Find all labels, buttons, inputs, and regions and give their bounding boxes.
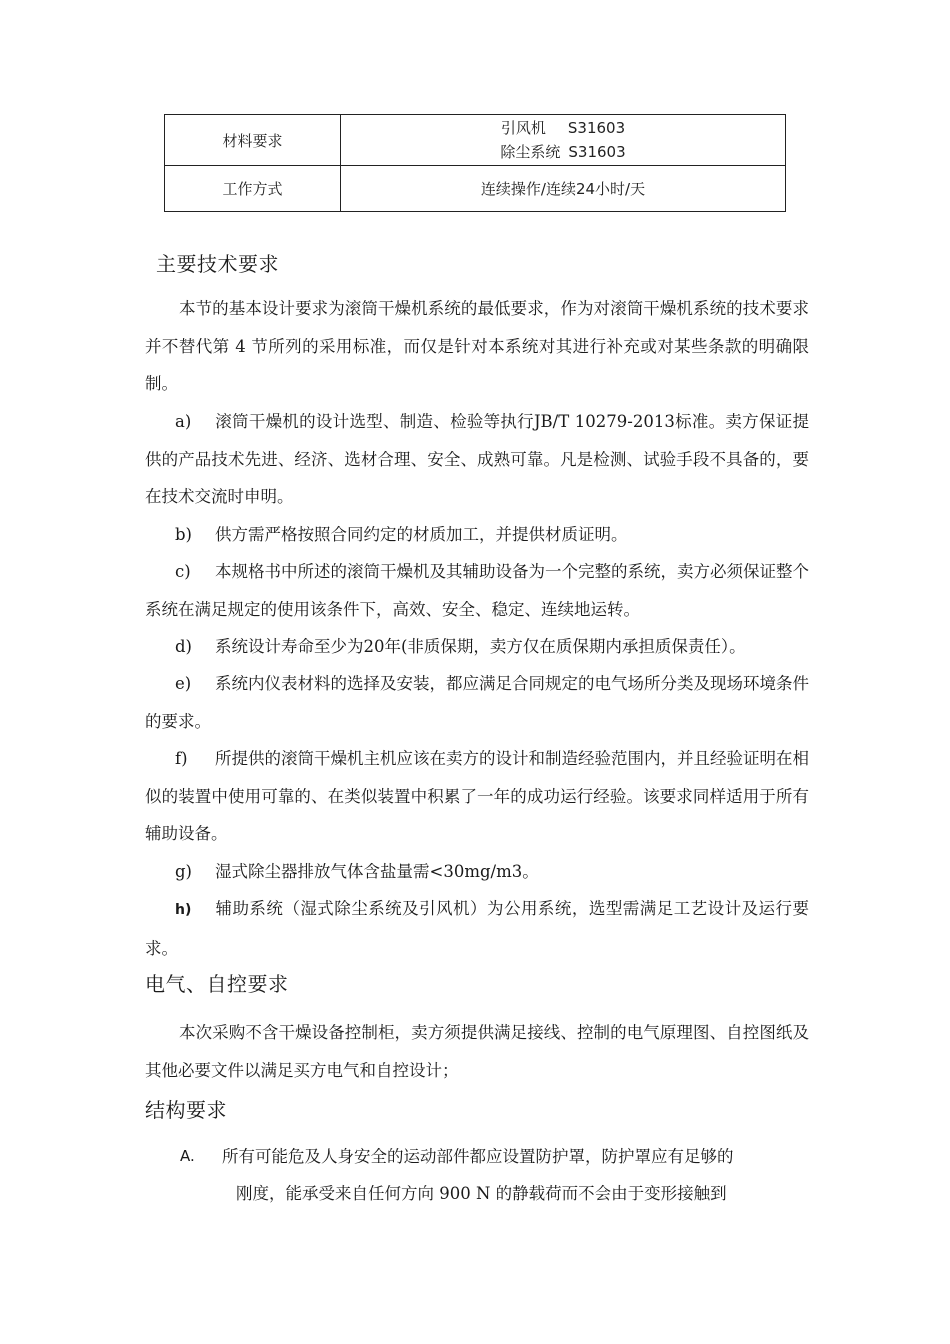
item-text: 湿式除尘器排放气体含盐量需<30mg/m3。	[215, 862, 539, 881]
list-item-e	[145, 665, 809, 740]
item-label: e)	[175, 674, 192, 693]
section-title-structure: 结构要求	[145, 1098, 227, 1122]
section-title-main-tech: 主要技术要求	[156, 252, 279, 276]
item-text-line1: 所有可能危及人身安全的运动部件都应设置防护罩，防护罩应有足够的	[222, 1147, 734, 1166]
item-label: f)	[175, 749, 188, 768]
item-text-line2: 刚度，能承受来自任何方向 900 N 的静载荷而不会由于变形接触到	[236, 1184, 727, 1203]
table-key-operation: 工作方式	[165, 166, 341, 212]
material-code: S31603	[568, 143, 626, 161]
material-name: 除尘系统	[500, 143, 561, 161]
item-text: 系统内仪表材料的选择及安装，都应满足合同规定的电气场所分类及现场环境条件的要求。	[145, 674, 809, 731]
spec-table	[164, 114, 786, 212]
list-item-a	[145, 403, 809, 516]
table-row	[165, 115, 786, 166]
item-text: 所提供的滚筒干燥机主机应该在卖方的设计和制造经验范围内，并且经验证明在相似的装置中使用可靠的、在类似装置中积累了一年的成功运行经验。该要求同样适用于所有辅助设备。	[145, 749, 809, 843]
item-text: 滚筒干燥机的设计选型、制造、检验等执行JB/T 10279-2013标准。卖方保证提供的产品技术先进、经济、选材合理、安全、成熟可靠。凡是检测、试验手段不具备的，要在技术交流时申明。	[145, 412, 809, 506]
list-item-h	[145, 890, 809, 967]
item-label: d)	[175, 637, 192, 656]
intro-paragraph: 本节的基本设计要求为滚筒干燥机系统的最低要求，作为对滚筒干燥机系统的技术要求并不替代第 4 节所列的采用标准，而仅是针对本系统对其进行补充或对某些条款的明确限制。	[145, 299, 809, 393]
item-label: A.	[180, 1147, 195, 1165]
electrical-paragraph: 本次采购不含干燥设备控制柜，卖方须提供满足接线、控制的电气原理图、自控图纸及其他必要文件以满足买方电气和自控设计；	[145, 1023, 809, 1080]
item-text: 本规格书中所述的滚筒干燥机及其辅助设备为一个完整的系统，卖方必须保证整个系统在满足规定的使用该条件下，高效、安全、稳定、连续地运转。	[145, 562, 809, 619]
item-label: c)	[175, 562, 191, 581]
item-text: 系统设计寿命至少为20年(非质保期，卖方仅在质保期内承担质保责任）。	[215, 637, 746, 656]
item-label: b)	[175, 525, 192, 544]
item-label: h)	[175, 902, 192, 918]
item-text: 供方需严格按照合同约定的材质加工，并提供材质证明。	[215, 525, 628, 544]
table-key-material: 材料要求	[165, 115, 341, 166]
list-item-c	[145, 553, 809, 628]
material-name: 引风机	[500, 119, 546, 137]
table-value-material	[341, 115, 786, 166]
material-line-fan	[341, 116, 785, 140]
item-label: a)	[175, 412, 192, 431]
list-item-f	[145, 740, 809, 853]
table-row	[165, 166, 786, 212]
list-item-g	[145, 853, 809, 891]
item-label: g)	[175, 862, 192, 881]
material-line-dust	[341, 140, 785, 164]
list-item-d	[145, 628, 809, 666]
item-text: 辅助系统（湿式除尘系统及引风机）为公用系统，选型需满足工艺设计及运行要求。	[145, 899, 809, 958]
material-code: S31603	[567, 119, 626, 137]
list-item-b	[145, 516, 809, 554]
section-title-electrical: 电气、自控要求	[145, 972, 289, 996]
table-value-operation: 连续操作/连续24小时/天	[341, 166, 786, 212]
